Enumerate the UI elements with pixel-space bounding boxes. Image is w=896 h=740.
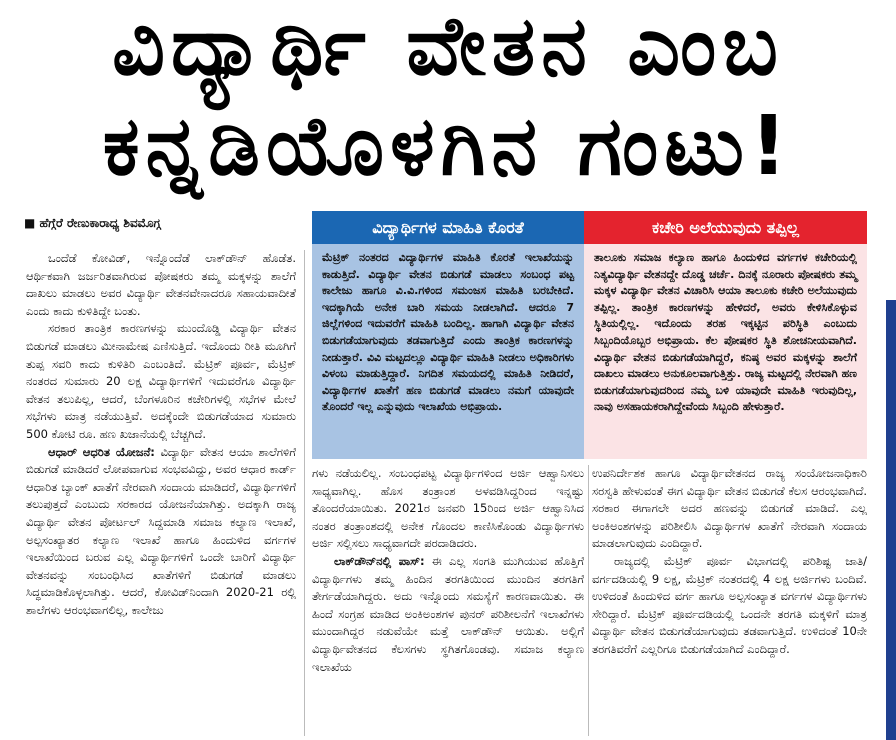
box-text: ಮೆಟ್ರಿಕ್ ನಂತರದ ವಿದ್ಯಾರ್ಥಿಗಳ ಮಾಹಿತಿ ಕೊರತೆ ಇಲಾಖೆಯನ್ನು ಕಾಡುತ್ತಿದೆ. ವಿದ್ಯಾರ್ಥಿ ವೇತನ ಬಿಡುಗಡೆ ಮಾಡಲು ಸಂಬಂಧ ಪಟ್ಟ ಕಾಲೇಜು ಹಾಗೂ ವಿ.ವಿ.ಗಳಿಂದ ಸಮಂಜಸ ಮಾಹಿತಿ ಬರಬೇಕಿದೆ. ಇದಕ್ಕಾಗಿಯೆ ಅನೇಕ ಬಾರಿ ಸಮಯ ನೀಡಲಾಗಿದೆ. ಆದರೂ 7 ಜಿಲ್ಲೆಗಳಿಂದ ಇದುವರೆಗೆ ಮಾಹಿತಿ ಬಂದಿಲ್ಲ. ಹಾಗಾಗಿ ವಿದ್ಯಾರ್ಥಿ ವೇತನ ಬಿಡುಗಡೆಯಾಗುವುದು ತಡವಾಗುತ್ತಿದೆ ಎಂದು ತಾಂತ್ರಿಕ ಕಾರಣಗಳನ್ನು ನೀಡುತ್ತಾರೆ. ವಿವಿ ಮಟ್ಟದಲ್ಲೂ ವಿದ್ಯಾರ್ಥಿ ಮಾಹಿತಿ ನೀಡಲು ಅಧಿಕಾರಿಗಳು ವಿಳಂಬ ಮಾಡುತ್ತಿದ್ದಾರೆ. ನಿಗದಿತ ಸಮಯದಲ್ಲಿ ಮಾಹಿತಿ ನೀಡಿದರೆ, ವಿದ್ಯಾರ್ಥಿಗಳ ಖಾತೆಗೆ ಹಣ ಬಿಡುಗಡೆ ಮಾಡಲು ನಮಗೆ ಯಾವುದೇ ತೊಂದರೆ ಇಲ್ಲ ಎನ್ನುವುದು ಇಲಾಖೆಯ ಅಭಿಪ್ರಾಯ. (322, 251, 574, 414)
article-column-3 (592, 465, 867, 736)
box-title: ವಿದ್ಯಾರ್ಥಿಗಳ ಮಾಹಿತಿ ಕೊರತೆ (312, 211, 584, 244)
paragraph: ಉಪನಿರ್ದೇಶಕ ಹಾಗೂ ವಿದ್ಯಾರ್ಥಿವೇತನದ ರಾಜ್ಯ ಸಂಯೋಜನಾಧಿಕಾರಿ ಸರಸ್ವತಿ ಹೇಳುವಂತೆ ಈಗ ವಿದ್ಯಾರ್ಥಿ ವೇತನ ಬಿಡುಗಡೆ ಕೆಲಸ ಆರಂಭವಾಗಿದೆ. ಸರಕಾರ ಈಗಾಗಲೇ ಅದರ ಹಣವನ್ನು ಬಿಡುಗಡೆ ಮಾಡಿದೆ. ಎಲ್ಲ ಅಂಕಿಅಂಶಗಳನ್ನು ಪರಿಶೀಲಿಸಿ ವಿದ್ಯಾರ್ಥಿಗಳ ಖಾತೆಗೆ ನೇರವಾಗಿ ಸಂದಾಯ ಮಾಡಲಾಗುವುದು ಎಂದಿದ್ದಾರೆ. (592, 466, 867, 551)
paragraph (312, 553, 584, 676)
headline-line-2: ಕನ್ನಡಿಯೊಳಗಿನ ಗಂಟು! (102, 99, 794, 194)
paragraph: ಒಂದೆಡೆ ಕೋವಿಡ್, ಇನ್ನೊಂದೆಡೆ ಲಾಕ್‌ಡೌನ್ ಹೊಡೆತ. ಆರ್ಥಿಕವಾಗಿ ಜರ್ಜರಿತವಾಗಿರುವ ಪೋಷಕರು ತಮ್ಮ ಮಕ್ಕಳನ್ನು ಶಾಲೆಗೆ ದಾಖಲು ಮಾಡಲು ಅವರ ವಿದ್ಯಾರ್ಥಿ ವೇತನವೇನಾದರೂ ಸಹಾಯವಾದೀತೆ ಎಂದು ಕಾದು ಕುಳಿತಿದ್ದೇ ಬಂತು. (26, 251, 296, 318)
sidebar-box-info-shortage (312, 211, 584, 459)
paragraph-text: ಈ ಎಲ್ಲ ಸಂಗತಿ ಮುಗಿಯುವ ಹೊತ್ತಿಗೆ ವಿದ್ಯಾರ್ಥಿಗಳು ತಮ್ಮ ಹಿಂದಿನ ತರಗತಿಯಿಂದ ಮುಂದಿನ ತರಗತಿಗೆ ತೇರ್ಗಡೆಯಾಗಿದ್ದರು. ಅದು ಇನ್ನೊಂದು ಸಮಸ್ಯೆಗೆ ಕಾರಣವಾಯಿತು. ಈ ಹಿಂದೆ ಸಂಗ್ರಹ ಮಾಡಿದ ಅಂಕಿಅಂಶಗಳ ಪುನರ್ ಪರಿಶೀಲನೆಗೆ ಇಲಾಖೆಗಳು ಮುಂದಾಗಿದ್ದರ ನಡುವೆಯೇ ಮತ್ತೆ ಲಾಕ್‌ಡೌನ್ ಆಯಿತು. ಅಲ್ಲಿಗೆ ವಿದ್ಯಾರ್ಥಿವೇತನದ ಕೆಲಸಗಳು ಸ್ಥಗಿತಗೊಂಡವು. ಸಮಾಜ ಕಲ್ಯಾಣ ಇಲಾಖೆಯ (312, 553, 584, 674)
box-title: ಕಚೇರಿ ಅಲೆಯುವುದು ತಪ್ಪಿಲ್ಲ (584, 211, 867, 244)
subheading: ಆಧಾರ್ ಆಧರಿತ ಯೋಜನೆ: (48, 444, 155, 459)
paragraph (26, 444, 296, 620)
paragraph: ರಾಜ್ಯದಲ್ಲಿ ಮೆಟ್ರಿಕ್ ಪೂರ್ವ ವಿಭಾಗದಲ್ಲಿ ಪರಿಶಿಷ್ಟ ಜಾತಿ/ವರ್ಗದಡಿಯಲ್ಲಿ 9 ಲಕ್ಷ, ಮೆಟ್ರಿಕ್ ನಂತರದಲ್ಲಿ 4 ಲಕ್ಷ ಅರ್ಜಿಗಳು ಬಂದಿವೆ. ಉಳಿದಂತೆ ಹಿಂದುಳಿದ ವರ್ಗ ಹಾಗೂ ಅಲ್ಪಸಂಖ್ಯಾತ ವರ್ಗಗಳ ವಿದ್ಯಾರ್ಥಿಗಳು ಸೇರಿದ್ದಾರೆ. ಮೆಟ್ರಿಕ್ ಪೂರ್ವದಡಿಯಲ್ಲಿ ಒಂದನೇ ತರಗತಿ ಮಕ್ಕಳಿಗೆ ಮಾತ್ರ ವಿದ್ಯಾರ್ಥಿ ವೇತನ ಬಿಡುಗಡೆಯಾಗುವುದು ತಡವಾಗುತ್ತಿದೆ. ಉಳಿದಂತೆ 10ನೇ ತರಗತಿವರೆಗೆ ಎಲ್ಲರಿಗೂ ಬಿಡುಗಡೆಯಾಗಿದೆ ಎಂದಿದ್ದಾರೆ. (592, 553, 867, 656)
subheading: ಲಾಕ್‌ಡೌನ್‌ನಲ್ಲಿ ಪಾಸ್: (334, 553, 425, 568)
paragraph-text: ವಿದ್ಯಾರ್ಥಿ ವೇತನ ಆಯಾ ಶಾಲೆಗಳಿಗೆ ಬಿಡುಗಡೆ ಮಾಡಿದರೆ ಲೋಪವಾಗುವ ಸಂಭವವಿದ್ದು, ಅವರ ಆಧಾರ ಕಾರ್ಡ್ ಆಧಾರಿತ ಬ್ಯಾಂಕ್ ಖಾತೆಗೆ ನೇರವಾಗಿ ಸಂದಾಯ ಮಾಡಿದರೆ, ವಿದ್ಯಾರ್ಥಿಗಳಿಗೆ ತಲುಪುತ್ತದೆ ಎಂಬುದು ಸರಕಾರದ ಯೋಜನೆಯಾಗಿತ್ತು. ಅದಕ್ಕಾಗಿ ರಾಜ್ಯ ವಿದ್ಯಾರ್ಥಿ ವೇತನ ಪೋರ್ಟಲ್ ಸಿದ್ದಮಾಡಿ ಸಮಾಜ ಕಲ್ಯಾಣ ಇಲಾಖೆ, ಅಲ್ಪಸಂಖ್ಯಾತರ ಕಲ್ಯಾಣ ಇಲಾಖೆ ಹಾಗೂ ಹಿಂದುಳಿದ ವರ್ಗಗಳ ಇಲಾಖೆಯಿಂದ ಬರುವ ಎಲ್ಲ ವಿದ್ಯಾರ್ಥಿಗಳಿಗೆ ಒಂದೇ ಬಾರಿಗೆ ವಿದ್ಯಾರ್ಥಿ ವೇತನವನ್ನು ಸಂಬಂಧಿಸಿದ ಖಾತೆಗಳಿಗೆ ಬಿಡುಗಡೆ ಮಾಡಲು ಸಿದ್ಧಮಾಡಿಕೊಳ್ಳಲಾಗಿತ್ತು. ಆದರೆ, ಕೋವಿಡ್‌ನಿಂದಾಗಿ 2020-21 ರಲ್ಲಿ ಶಾಲೆಗಳು ಆರಂಭವಾಗಲಿಲ್ಲ, ಕಾಲೇಜು (26, 444, 296, 617)
sidebar-box-office-visits (584, 211, 867, 459)
column-divider (304, 250, 305, 736)
paragraph: ಸರಕಾರ ತಾಂತ್ರಿಕ ಕಾರಣಗಳನ್ನು ಮುಂದೊಡ್ಡಿ ವಿದ್ಯಾರ್ಥಿ ವೇತನ ಬಿಡುಗಡೆ ಮಾಡಲು ಮೀನಾಮೇಷ ಎಣಿಸುತ್ತಿದೆ. ಇದೊಂದು ರೀತಿ ಮೂಗಿಗೆ ತುಪ್ಪ ಸವರಿ ಕಾದು ಕುಳಿತಿರಿ ಎಂಬಂತಿದೆ. ಮೆಟ್ರಿಕ್ ಪೂರ್ವ, ಮೆಟ್ರಿಕ್ ನಂತರದ ಸುಮಾರು 20 ಲಕ್ಷ ವಿದ್ಯಾರ್ಥಿಗಳಿಗೆ ಇದುವರೆಗೂ ವಿದ್ಯಾರ್ಥಿ ವೇತನ ತಲುಪಿಲ್ಲ, ಆದರೆ, ಬೆಂಗಳೂರಿನ ಕಚೇರಿಗಳಲ್ಲಿ ಸಭೆಗಳ ಮೇಲೆ ಸಭೆಗಳು ಮಾತ್ರ ನಡೆಯುತ್ತಿವೆ. ಅದಕ್ಕೆಂದೇ ಬಿಡುಗಡೆಯಾದ ಸುಮಾರು 500 ಕೋಟಿ ರೂ. ಹಣ ಖಜಾನೆಯಲ್ಲಿ ಬೆಚ್ಚಗಿದೆ. (26, 321, 296, 441)
byline: ■ ಹೆಗ್ಗೆರೆ ರೇಣುಕಾರಾಧ್ಯ ಶಿವಮೊಗ್ಗ (24, 216, 161, 230)
paragraph: ಗಳು ನಡೆಯಲಿಲ್ಲ. ಸಂಬಂಧಪಟ್ಟ ವಿದ್ಯಾರ್ಥಿಗಳಿಂದ ಅರ್ಜಿ ಆಹ್ವಾನಿಸಲು ಸಾಧ್ಯವಾಗಿಲ್ಲ. ಹೊಸ ತಂತ್ರಾಂಶ ಅಳವಡಿಸಿದ್ದರಿಂದ ಇನ್ನಷ್ಟು ತೊಂದರೆಯಾಯಿತು. 2021ರ ಜನವರಿ 15ರಿಂದ ಅರ್ಜಿ ಆಹ್ವಾನಿಸಿದ ನಂತರ ತಂತ್ರಾಂಶದಲ್ಲಿ ಅನೇಕ ಗೊಂದಲ ಕಾಣಿಸಿಕೊಂಡು ವಿದ್ಯಾರ್ಥಿಗಳು ಅರ್ಜಿ ಸಲ್ಲಿಸಲು ಸಾಧ್ಯವಾಗದೇ ಪರದಾಡಿದರು. (312, 466, 584, 551)
article-column-1 (26, 250, 296, 736)
page-edge-strip (886, 300, 896, 740)
headline-line-1: ವಿದ್ಯಾರ್ಥಿ ವೇತನ ಎಂಬ (112, 0, 784, 94)
article-column-2 (312, 465, 584, 736)
box-text: ತಾಲೂಕು ಸಮಾಜ ಕಲ್ಯಾಣ ಹಾಗೂ ಹಿಂದುಳಿದ ವರ್ಗಗಳ ಕಚೇರಿಯಲ್ಲಿ ನಿತ್ಯವಿದ್ಯಾರ್ಥಿ ವೇತನದ್ದೇ ದೊಡ್ಡ ಚರ್ಚೆ. ದಿನಕ್ಕೆ ನೂರಾರು ಪೋಷಕರು ತಮ್ಮ ಮಕ್ಕಳ ವಿದ್ಯಾರ್ಥಿ ವೇತನ ವಿಚಾರಿಸಿ ಆಯಾ ತಾಲೂಕು ಕಚೇರಿ ಅಲೆಯುವುದು ತಪ್ಪಿಲ್ಲ. ತಾಂತ್ರಿಕ ಕಾರಣಗಳನ್ನು ಹೇಳಿದರೆ, ಅವರು ಕೇಳಿಸಿಕೊಳ್ಳುವ ಸ್ಥಿತಿಯಲ್ಲಿಲ್ಲ. ಇದೊಂದು ತರಹ ಇಕ್ಕಟ್ಟಿನ ಪರಿಸ್ಥಿತಿ ಎಂಬುದು ಸಿಬ್ಬಂದಿಯೊಬ್ಬರ ಅಭಿಪ್ರಾಯ. ಕೆಲ ಪೋಷಕರ ಸ್ಥಿತಿ ಶೋಚನೀಯವಾಗಿದೆ. ವಿದ್ಯಾರ್ಥಿ ವೇತನ ಬಿಡುಗಡೆಯಾಗಿದ್ದರೆ, ಕನಿಷ್ಠ ಅವರ ಮಕ್ಕಳನ್ನು ಶಾಲೆಗೆ ದಾಖಲು ಮಾಡಲು ಅನುಕೂಲವಾಗುತ್ತಿತ್ತು. ರಾಜ್ಯ ಮಟ್ಟದಲ್ಲಿ ನೇರವಾಗಿ ಹಣ ಬಿಡುಗಡೆಯಾಗುವುದರಿಂದ ನಮ್ಮ ಬಳಿ ಯಾವುದೇ ಮಾಹಿತಿ ಇರುವುದಿಲ್ಲ, ನಾವು ಅಸಹಾಯಕರಾಗಿದ್ದೇವೆಂದು ಸಿಬ್ಬಂದಿ ಹೇಳುತ್ತಾರೆ. (584, 244, 867, 459)
column-divider (588, 465, 589, 736)
